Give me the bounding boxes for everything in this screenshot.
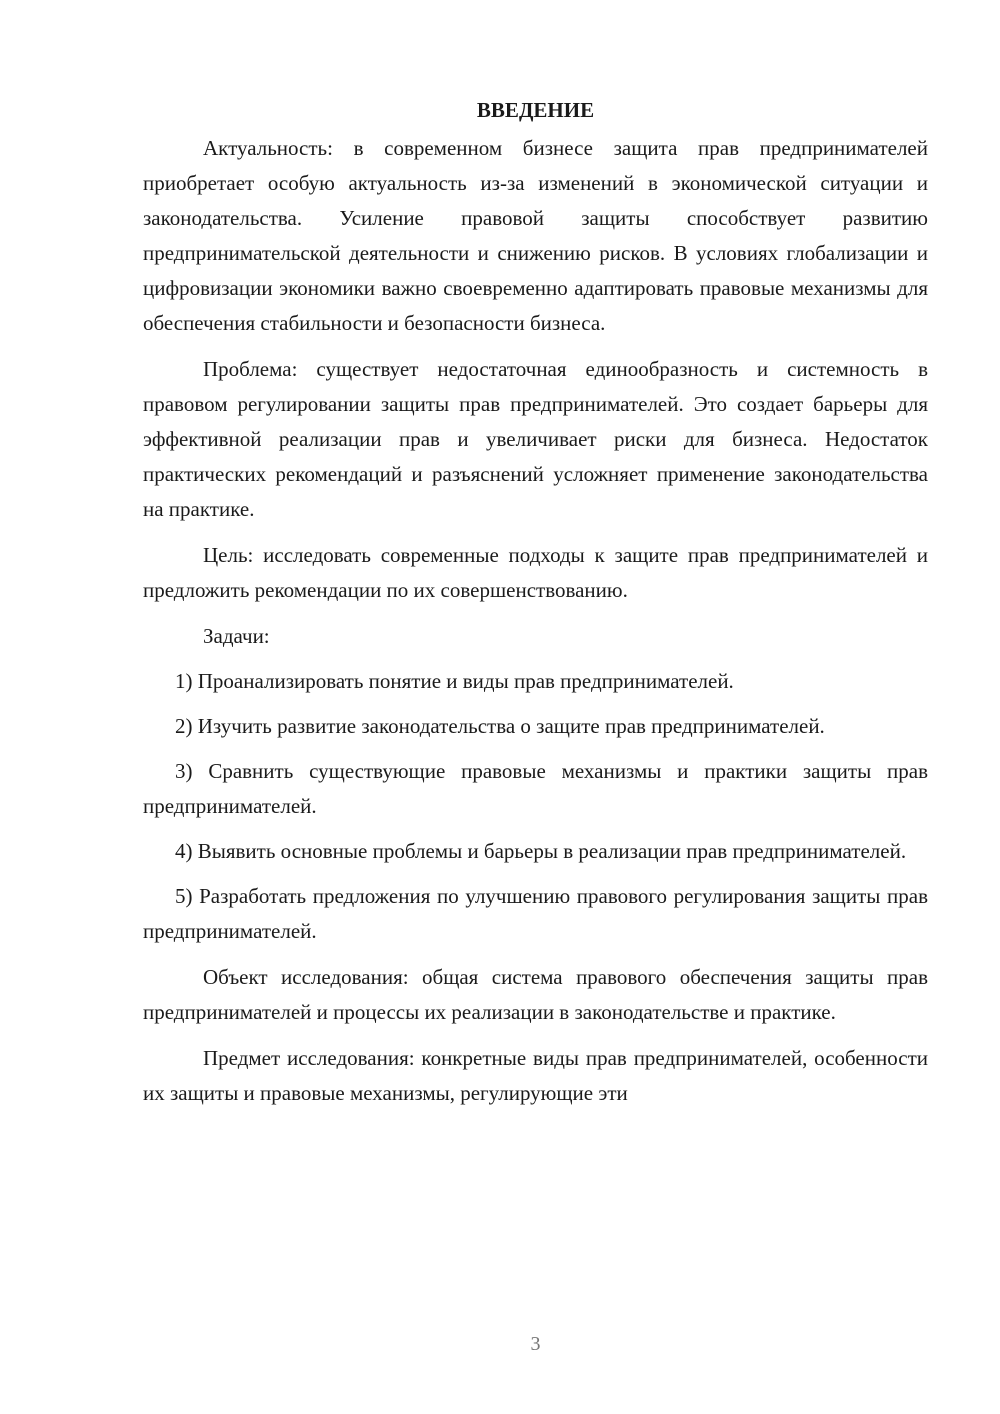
task-item-4: 4) Выявить основные проблемы и барьеры в реализации прав предпринимателей. [175,839,907,863]
document-page [143,94,928,1111]
task-item-3: 3) Сравнить существующие правовые механизмы и практики защиты прав предпринимателей. [143,759,928,818]
task-item-2: 2) Изучить развитие законодательства о защите прав предпринимателей. [175,714,825,738]
paragraph-problem: Проблема: существует недостаточная единообразность и системность в правовом регулировании защиты прав предпринимателей. Это создает барьеры для эффективной реализации прав и увеличивает риски для бизнеса. Недостаток практических рекомендаций и разъяснений усложняет применение законодательства на практике. [143,357,928,521]
task-item-1: 1) Проанализировать понятие и виды прав предпринимателей. [175,669,734,693]
paragraph-goal: Цель: исследовать современные подходы к защите прав предпринимателей и предложить рекомендации по их совершенствованию. [143,543,928,602]
paragraph-relevance: Актуальность: в современном бизнесе защита прав предпринимателей приобретает особую актуальность из-за изменений в экономической ситуации и законодательства. Усиление правовой защиты способствует развитию предпринимательской деятельности и снижению рисков. В условиях глобализации и цифровизации экономики важно своевременно адаптировать правовые механизмы для обеспечения стабильности и безопасности бизнеса. [143,136,928,335]
paragraph-subject: Предмет исследования: конкретные виды прав предпринимателей, особенности их защиты и правовые механизмы, регулирующие эти [143,1046,928,1105]
task-item-5: 5) Разработать предложения по улучшению правового регулирования защиты прав предпринимателей. [143,884,928,943]
page-number: 3 [530,1333,541,1355]
page-title: ВВЕДЕНИЕ [476,98,595,122]
paragraph-object: Объект исследования: общая система правового обеспечения защиты прав предпринимателей и процессы их реализации в законодательстве и практике. [143,965,928,1024]
tasks-heading: Задачи: [203,624,270,648]
